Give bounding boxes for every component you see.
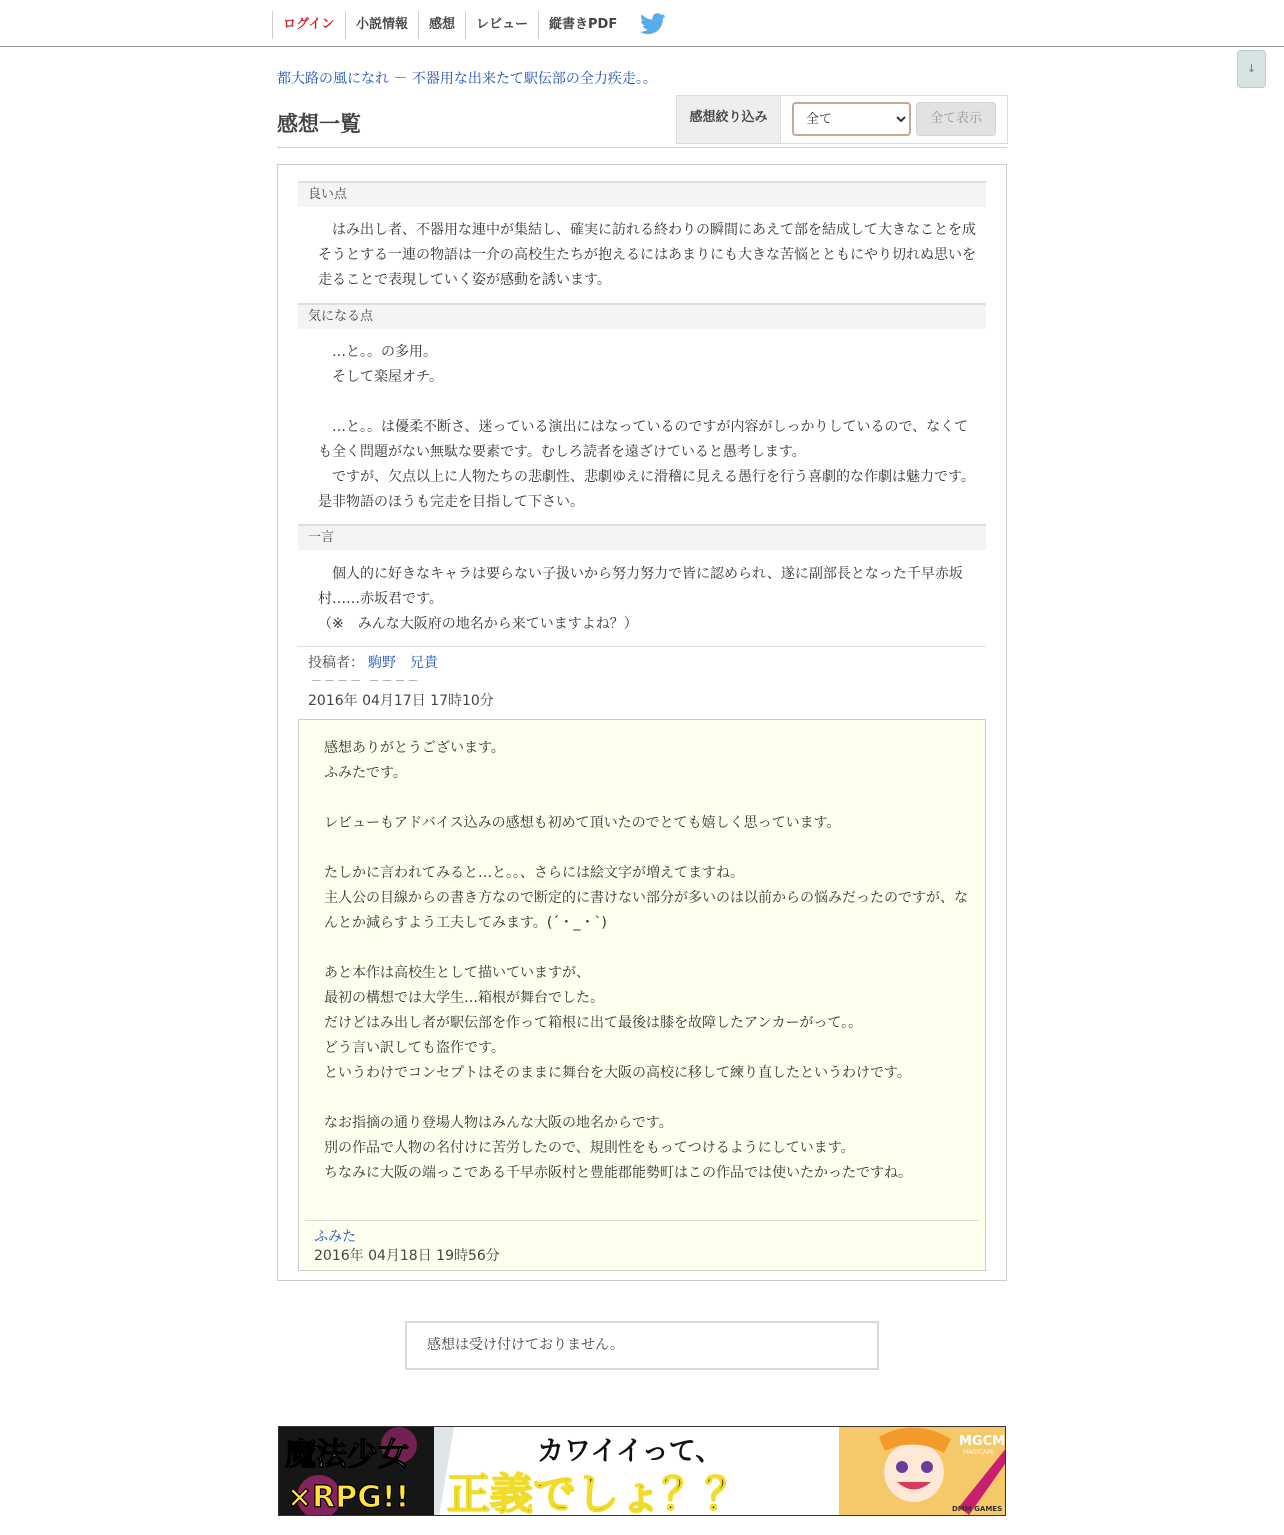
nav-novel-info-link[interactable]: 小説情報: [345, 11, 418, 39]
comment-text: 個人的に好きなキャラは要らない子扱いから努力努力で皆に認められ、遂に副部長となった千早赤坂村……赤坂君です。 （※ みんな大阪府の地名から来ていますよね？）: [318, 566, 963, 632]
nav-impressions-link[interactable]: 感想: [418, 11, 465, 39]
comment-header: 一言: [298, 524, 986, 550]
filter-select[interactable]: [792, 102, 911, 136]
banner-top-text: カワイイって、: [537, 1436, 723, 1467]
reply-text: 感想ありがとうございます。 ふみたです。 レビューもアドバイス込みの感想も初めて頂いたのでとても嬉しく思っています。 たしかに言われてみると…と。。、さらには絵文字が増えてますね。 主人公の目線からの書き方なので断定的に書けない部分が多いのは以前からの悩みだったのですが、なんとか減らすよう工夫してみます。(´・_・`) あと本作は高校生として描いていますが、 最初の構想では大学生…箱根が舞台でした。 だけどはみ出し者が駅伝部を作って箱根に出て最後は膝を故障したアンカーがって。。 どう言い訳しても盗作です。 というわけでコンセプトはそのままに舞台を大阪の高校に移して練り直したというわけです。 なお指摘の通り登場人物はみんな大阪の地名からです。 別の作品で人物の名付けに苦労したので、規則性をもってつけるようにしています。 ちなみに大阪の端っこである千早赤阪村と豊能郡能勢町はこの作品では使いたかったですね。: [324, 740, 968, 1181]
impressions-closed-notice: 感想は受け付けておりません。: [405, 1321, 879, 1370]
author-label: 投稿者：: [308, 655, 364, 671]
novel-title-link[interactable]: 都大路の風になれ － 不器用な出来たて駅伝部の全力疾走。。: [277, 71, 657, 87]
reply-divider: [305, 1220, 979, 1221]
good-points-header: 良い点: [298, 181, 986, 207]
impression-filter: [676, 95, 1008, 144]
nav-login-link[interactable]: ログイン: [272, 11, 345, 39]
banner-main-text: 正義でしょ？？: [447, 1470, 748, 1516]
author-line: [308, 652, 438, 672]
show-all-button[interactable]: 全て表示: [916, 102, 996, 136]
page-title: 感想一覧: [277, 112, 361, 136]
concerns-header: 気になる点: [298, 303, 986, 329]
author-dashes: －－－－ －－－－: [311, 674, 421, 687]
nav-vertical-pdf-link[interactable]: 縦書きPDF: [538, 11, 629, 39]
nav-review-link[interactable]: レビュー: [465, 11, 538, 39]
banner-subtitle-left: ×RPG!!: [287, 1480, 410, 1515]
banner-publisher: DMM GAMES: [952, 1505, 1003, 1513]
banner-brand: MGCM: [959, 1434, 1006, 1449]
author-reply: [298, 719, 986, 1271]
scroll-down-button[interactable]: ↓: [1237, 50, 1266, 88]
post-date: 2016年 04月17日 17時10分: [308, 693, 494, 709]
banner-brand-sub: MAGICAMI: [963, 1449, 994, 1456]
filter-label: 感想絞り込み: [677, 96, 781, 143]
top-navigation: [0, 0, 1284, 47]
advertisement-banner[interactable]: [278, 1426, 1006, 1516]
twitter-icon[interactable]: [640, 13, 668, 37]
concerns-text: …と。。の多用。 そして楽屋オチ。 …と。。は優柔不断さ、迷っている演出にはなっているのですが内容がしっかりしているので、なくても全く問題がない無駄な要素です。むしろ読者を遠ざけていると愚考します。 ですが、欠点以上に人物たちの悲劇性、悲劇ゆえに滑稽に見える愚行を行う喜劇的な作劇は魅力です。是非物語のほうも完走を目指して下さい。: [318, 344, 975, 510]
impression-entry: [277, 164, 1007, 1281]
banner-title-left: 魔法少女: [285, 1437, 409, 1473]
author-name-link[interactable]: 駒野 兄貴: [368, 655, 438, 671]
good-points-text: はみ出し者、不器用な連中が集結し、確実に訪れる終わりの瞬間にあえて部を結成して大きなことを成そうとする一連の物語は一介の高校生たちが抱えるにはあまりにも大きな苦悩とともにやり切れぬ思いを走ることで表現していく姿が感動を誘います。: [318, 222, 976, 288]
author-divider: [298, 646, 986, 647]
reply-author-link[interactable]: ふみた: [314, 1229, 356, 1245]
heading-divider: [277, 147, 1007, 148]
reply-date: 2016年 04月18日 19時56分: [314, 1248, 500, 1264]
